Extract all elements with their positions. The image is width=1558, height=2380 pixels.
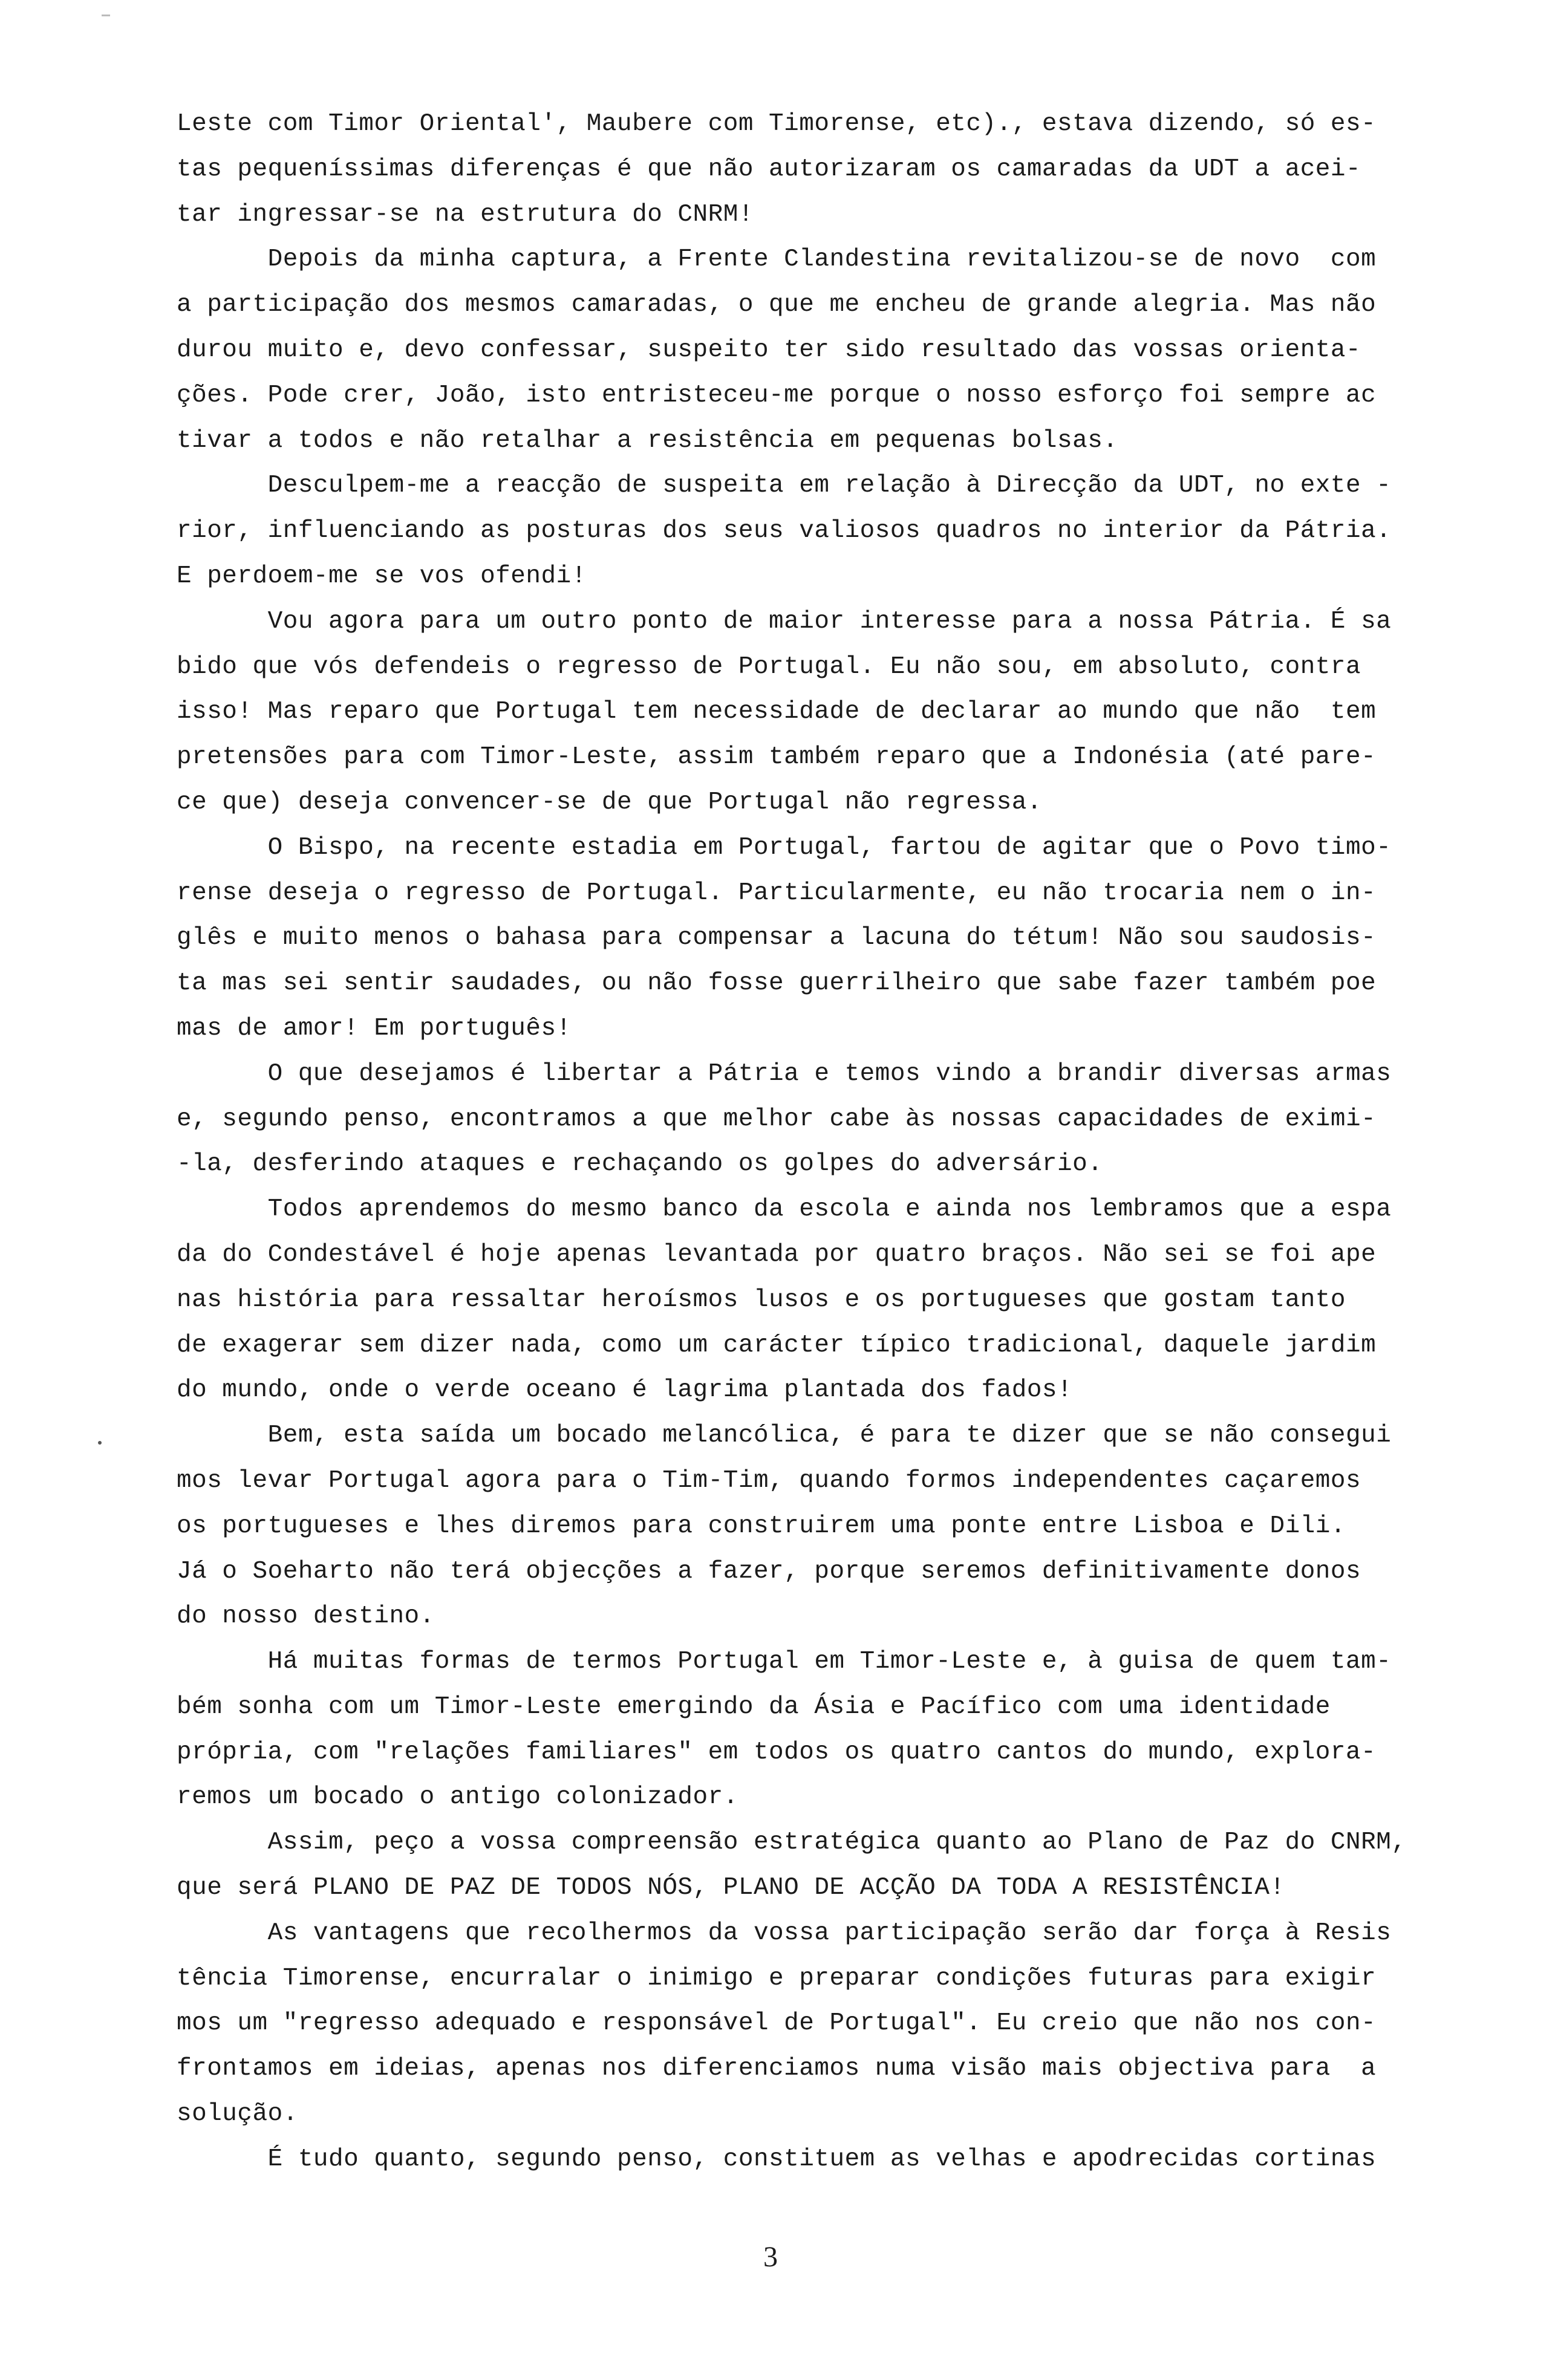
- text-line: As vantagens que recolhermos da vossa participação serão dar força à Resis: [177, 1919, 1392, 1947]
- text-line: Bem, esta saída um bocado melancólica, é para te dizer que se não consegui: [177, 1422, 1392, 1450]
- text-line: Há muitas formas de termos Portugal em Timor-Leste e, à guisa de quem tam-: [177, 1648, 1392, 1676]
- text-line: remos um bocado o antigo colonizador.: [177, 1783, 738, 1812]
- text-line: Já o Soeharto não terá objecções a fazer, porque seremos definitivamente donos: [177, 1557, 1361, 1585]
- text-line: a participação dos mesmos camaradas, o que me encheu de grande alegria. Mas não: [177, 291, 1377, 319]
- scan-speck: [98, 1441, 102, 1445]
- text-line: É tudo quanto, segundo penso, constituem as velhas e apodrecidas cortinas: [177, 2145, 1377, 2173]
- text-line: mos levar Portugal agora para o Tim-Tim, quando formos independentes caçaremos: [177, 1466, 1361, 1495]
- text-line: que será PLANO DE PAZ DE TODOS NÓS, PLANO DE ACÇÃO DA TODA A RESISTÊNCIA!: [177, 1874, 1285, 1902]
- text-line: do nosso destino.: [177, 1602, 435, 1631]
- text-line: Leste com Timor Oriental', Maubere com Timorense, etc)., estava dizendo, só es-: [177, 110, 1377, 138]
- text-line: mos um "regresso adequado e responsável de Portugal". Eu creio que não nos con-: [177, 2009, 1377, 2038]
- text-line: ta mas sei sentir saudades, ou não fosse guerrilheiro que sabe fazer também poe: [177, 969, 1377, 998]
- text-line: E perdoem-me se vos ofendi!: [177, 562, 587, 590]
- text-line: ções. Pode crer, João, isto entristeceu-me porque o nosso esforço foi sempre ac: [177, 381, 1377, 409]
- text-line: solução.: [177, 2100, 298, 2128]
- text-line: bido que vós defendeis o regresso de Portugal. Eu não sou, em absoluto, contra: [177, 652, 1361, 681]
- text-line: O que desejamos é libertar a Pátria e temos vindo a brandir diversas armas: [177, 1059, 1392, 1088]
- text-line: isso! Mas reparo que Portugal tem necessidade de declarar ao mundo que não tem: [177, 698, 1377, 726]
- text-line: Depois da minha captura, a Frente Clandestina revitalizou-se de novo com: [177, 245, 1377, 274]
- text-line: tência Timorense, encurralar o inimigo e preparar condições futuras para exigir: [177, 1964, 1377, 1992]
- scan-mark: [102, 15, 110, 16]
- text-line: do mundo, onde o verde oceano é lagrima plantada dos fados!: [177, 1376, 1073, 1405]
- text-line: rense deseja o regresso de Portugal. Particularmente, eu não trocaria nem o in-: [177, 879, 1377, 907]
- text-line: bém sonha com um Timor-Leste emergindo da Ásia e Pacífico com uma identidade: [177, 1692, 1331, 1721]
- text-line: própria, com "relações familiares" em todos os quatro cantos do mundo, explora-: [177, 1738, 1377, 1766]
- text-line: tas pequeníssimas diferenças é que não autorizaram os camaradas da UDT a acei-: [177, 155, 1361, 183]
- text-line: ce que) deseja convencer-se de que Portugal não regressa.: [177, 788, 1042, 816]
- text-line: os portugueses e lhes diremos para construirem uma ponte entre Lisboa e Dili.: [177, 1512, 1346, 1540]
- text-line: nas história para ressaltar heroísmos lusos e os portugueses que gostam tanto: [177, 1286, 1346, 1314]
- text-line: rior, influenciando as posturas dos seus valiosos quadros no interior da Pátria.: [177, 517, 1392, 545]
- text-line: glês e muito menos o bahasa para compensar a lacuna do tétum! Não sou saudosis-: [177, 924, 1377, 952]
- text-line: Desculpem-me a reacção de suspeita em relação à Direcção da UDT, no exte -: [177, 472, 1392, 500]
- text-line: tivar a todos e não retalhar a resistência em pequenas bolsas.: [177, 426, 1118, 455]
- text-line: frontamos em ideias, apenas nos diferenciamos numa visão mais objectiva para a: [177, 2055, 1377, 2083]
- body-text: [177, 102, 1501, 2182]
- text-line: Vou agora para um outro ponto de maior interesse para a nossa Pátria. É sa: [177, 607, 1392, 636]
- text-line: durou muito e, devo confessar, suspeito ter sido resultado das vossas orienta-: [177, 336, 1361, 364]
- page-number: 3: [763, 2241, 778, 2273]
- text-line: O Bispo, na recente estadia em Portugal, fartou de agitar que o Povo timo-: [177, 833, 1392, 862]
- text-line: Todos aprendemos do mesmo banco da escola e ainda nos lembramos que a espa: [177, 1195, 1392, 1224]
- text-line: pretensões para com Timor-Leste, assim também reparo que a Indonésia (até pare-: [177, 743, 1377, 772]
- text-line: da do Condestável é hoje apenas levantada por quatro braços. Não sei se foi ape: [177, 1240, 1377, 1269]
- text-line: e, segundo penso, encontramos a que melhor cabe às nossas capacidades de eximi-: [177, 1105, 1377, 1133]
- text-line: tar ingressar-se na estrutura do CNRM!: [177, 200, 754, 229]
- text-line: mas de amor! Em português!: [177, 1014, 572, 1042]
- text-line: de exagerar sem dizer nada, como um carácter típico tradicional, daquele jardim: [177, 1331, 1377, 1359]
- text-line: -la, desferindo ataques e rechaçando os golpes do adversário.: [177, 1150, 1103, 1179]
- text-line: Assim, peço a vossa compreensão estratégica quanto ao Plano de Paz do CNRM,: [177, 1829, 1407, 1857]
